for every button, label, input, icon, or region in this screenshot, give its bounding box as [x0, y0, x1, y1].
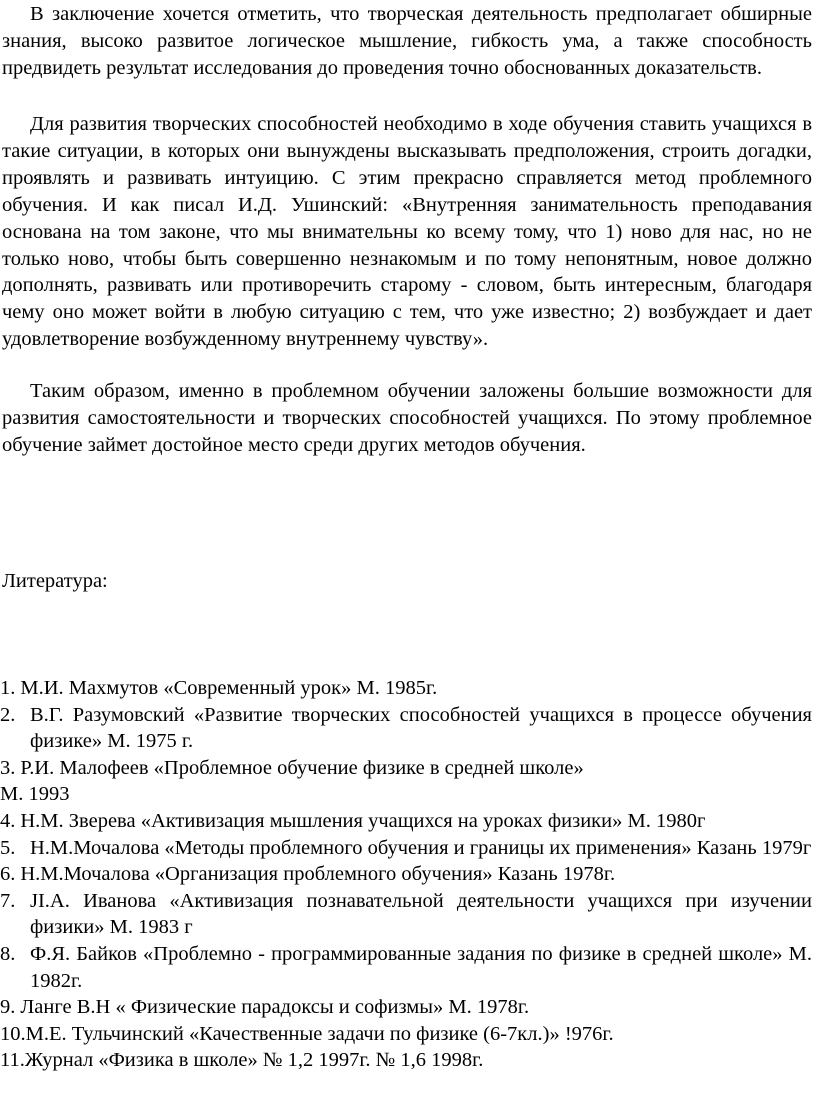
reference-text: Н.М.Мочалова «Организация проблемного обучения» Казань 1978г.	[20, 863, 616, 886]
reference-list	[0, 675, 812, 1074]
reference-item-7	[0, 888, 812, 941]
reference-text: Н.М.Мочалова «Методы проблемного обучения и границы их применения» Казань 1979г	[30, 836, 812, 859]
reference-number: 7.	[0, 889, 16, 912]
reference-text: Р.И. Малофеев «Проблемное обучение физике в средней школе»	[20, 756, 584, 779]
reference-item-1	[0, 675, 812, 702]
reference-item-11	[0, 1047, 812, 1074]
reference-number: 9.	[0, 996, 16, 1019]
reference-number: 6.	[0, 863, 16, 886]
paragraph-creative-abilities: Для развития творческих способностей необходимо в ходе обучения ставить учащихся в такие ситуации, в которых они вынуждены высказывать предположения, строить догадки, проявлять и развивать интуицию. С этим прекрасно справляется метод проблемного обучения. И как писал И.Д. Ушинский: «Внутренняя занимательность преподавания основана на том законе, что мы внимательны ко всему тому, что 1) ново для нас, но не только ново, чтобы быть совершенно незнакомым и по тому непонятным, новое должно дополнять, развивать или противоречить старому - словом, быть интересным, благодаря чему оно может войти в любую ситуацию с тем, что уже известно; 2) возбуждает и дает удовлетворение возбужденному внутреннему чувству».	[2, 113, 812, 351]
reference-text: Н.М. Зверева «Активизация мышления учащихся на уроках физики» М. 1980г	[20, 809, 706, 832]
reference-item-3-continuation	[0, 781, 812, 808]
reference-number: 5.	[0, 836, 16, 859]
reference-text: Ланге В.Н « Физические парадоксы и софизмы» М. 1978г.	[20, 996, 530, 1019]
reference-number: 8.	[0, 942, 16, 965]
paragraph-summary: Таким образом, именно в проблемном обучении заложены большие возможности для развития самостоятельности и творческих способностей учащихся. По этому проблемное обучение займет достойное место среди других методов обучения.	[2, 380, 812, 456]
reference-text: М.Е. Тульчинский «Качественные задачи по физике (6-7кл.)» !976г.	[25, 1022, 614, 1045]
literature-heading: Литература:	[2, 570, 108, 592]
paragraph-conclusion: В заключение хочется отметить, что творческая деятельность предполагает обширные знания, высоко развитое логическое мышление, гибкость ума, а также способность предвидеть результат исследования до проведения точно обоснованных доказательств.	[2, 3, 812, 79]
reference-text: JI.А. Иванова «Активизация познавательной деятельности учащихся при изучении физики» М. 1983 г	[30, 889, 812, 939]
reference-number: 4.	[0, 809, 16, 832]
reference-number: 10.	[0, 1022, 26, 1045]
reference-item-5	[0, 835, 812, 862]
reference-item-4	[0, 808, 812, 835]
reference-item-9	[0, 994, 812, 1021]
reference-number: 2.	[0, 703, 16, 726]
reference-item-6	[0, 861, 812, 888]
reference-item-8	[0, 941, 812, 994]
reference-text: Журнал «Физика в школе» № 1,2 1997г. № 1,6 1998г.	[24, 1049, 484, 1072]
reference-number: 3.	[0, 756, 16, 779]
reference-text: М. 1993	[0, 783, 70, 806]
reference-item-10	[0, 1021, 812, 1048]
reference-text: Ф.Я. Байков «Проблемно - программированные задания по физике в средней школе» М. 1982г.	[30, 942, 812, 992]
reference-text: В.Г. Разумовский «Развитие творческих способностей учащихся в процессе обучения физике» М. 1975 г.	[30, 703, 812, 753]
reference-text: М.И. Махмутов «Современный урок» М. 1985г.	[20, 677, 438, 699]
reference-number: 11.	[0, 1049, 25, 1072]
reference-number: 1.	[0, 677, 16, 699]
reference-item-2	[0, 702, 812, 755]
reference-item-3	[0, 755, 812, 782]
